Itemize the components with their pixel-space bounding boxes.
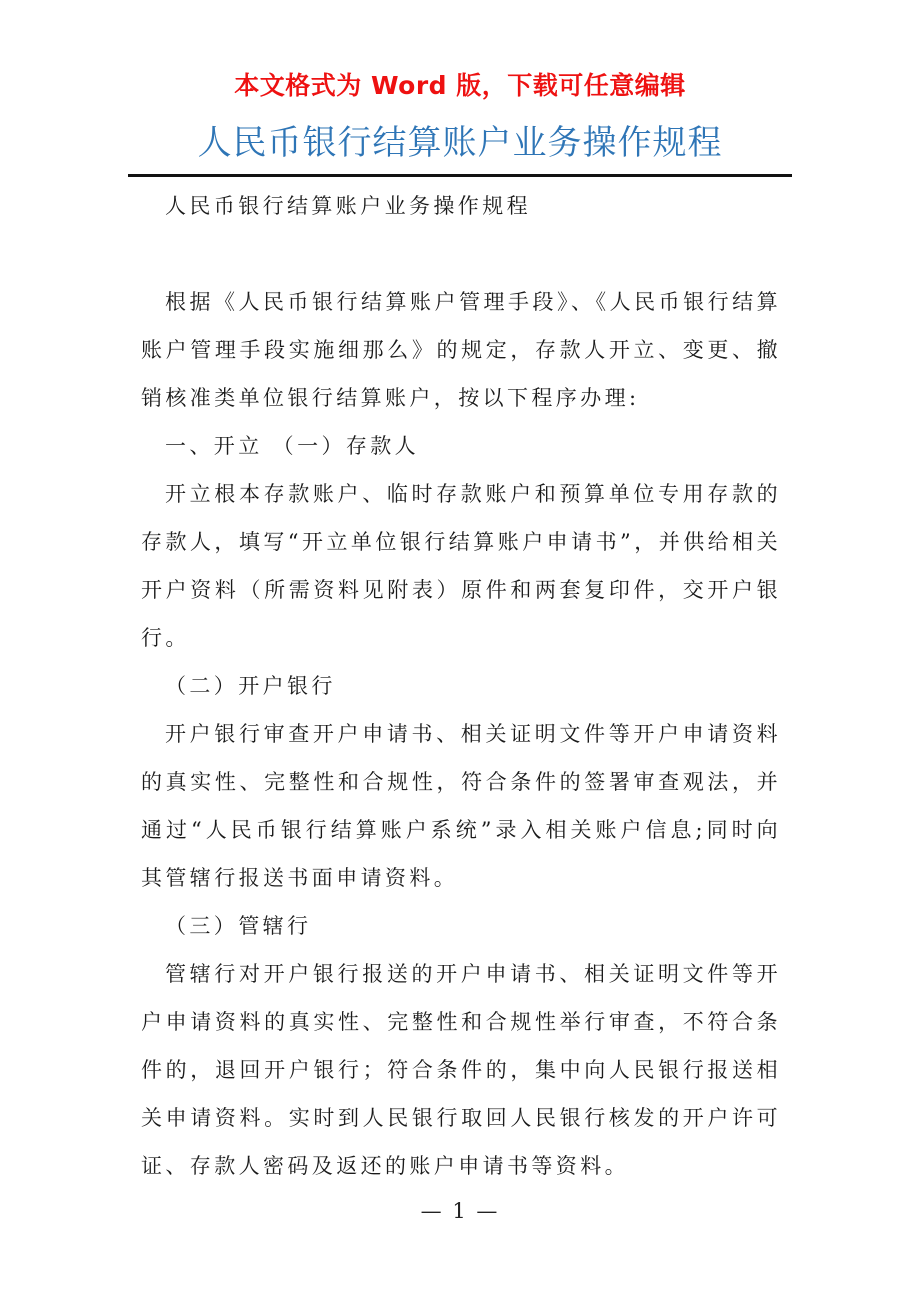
body-subtitle: 人民币银行结算账户业务操作规程 [165,194,531,218]
document-title: 人民币银行结算账户业务操作规程 [197,123,723,163]
blank-line [141,230,781,278]
editable-format-banner: 本文格式为 Word 版，下载可任意编辑 [234,71,686,100]
section-heading-opening-bank: （二）开户银行 [165,674,336,698]
section-heading-supervising-bank: （三）管辖行 [165,914,312,938]
section-heading-open-depositor: 一、开立 （一）存款人 [165,434,420,458]
header-divider [128,174,792,177]
document-body [141,182,781,1190]
paragraph-intro: 根据《人民币银行结算账户管理手段》、《人民币银行结算账户管理手段实施细那么》的规定，存款人开立、变更、撤销核准类单位银行结算账户，按以下程序办理: [141,290,781,410]
paragraph-depositor: 开立根本存款账户、临时存款账户和预算单位专用存款的存款人，填写“开立单位银行结算账户申请书”，并供给相关开户资料（所需资料见附表）原件和两套复印件，交开户银行。 [141,482,781,650]
paragraph-opening-bank: 开户银行审查开户申请书、相关证明文件等开户申请资料的真实性、完整性和合规性，符合条件的签署审查观法，并通过“人民币银行结算账户系统”录入相关账户信息;同时向其管辖行报送书面申请资料。 [141,722,781,890]
paragraph-supervising-bank: 管辖行对开户银行报送的开户申请书、相关证明文件等开户申请资料的真实性、完整性和合规性举行审查，不符合条件的，退回开户银行；符合条件的，集中向人民银行报送相关申请资料。实时到人民银行取回人民银行核发的开户许可证、存款人密码及返还的账户申请书等资料。 [141,962,781,1178]
page-number: — 1 — [420,1199,500,1223]
